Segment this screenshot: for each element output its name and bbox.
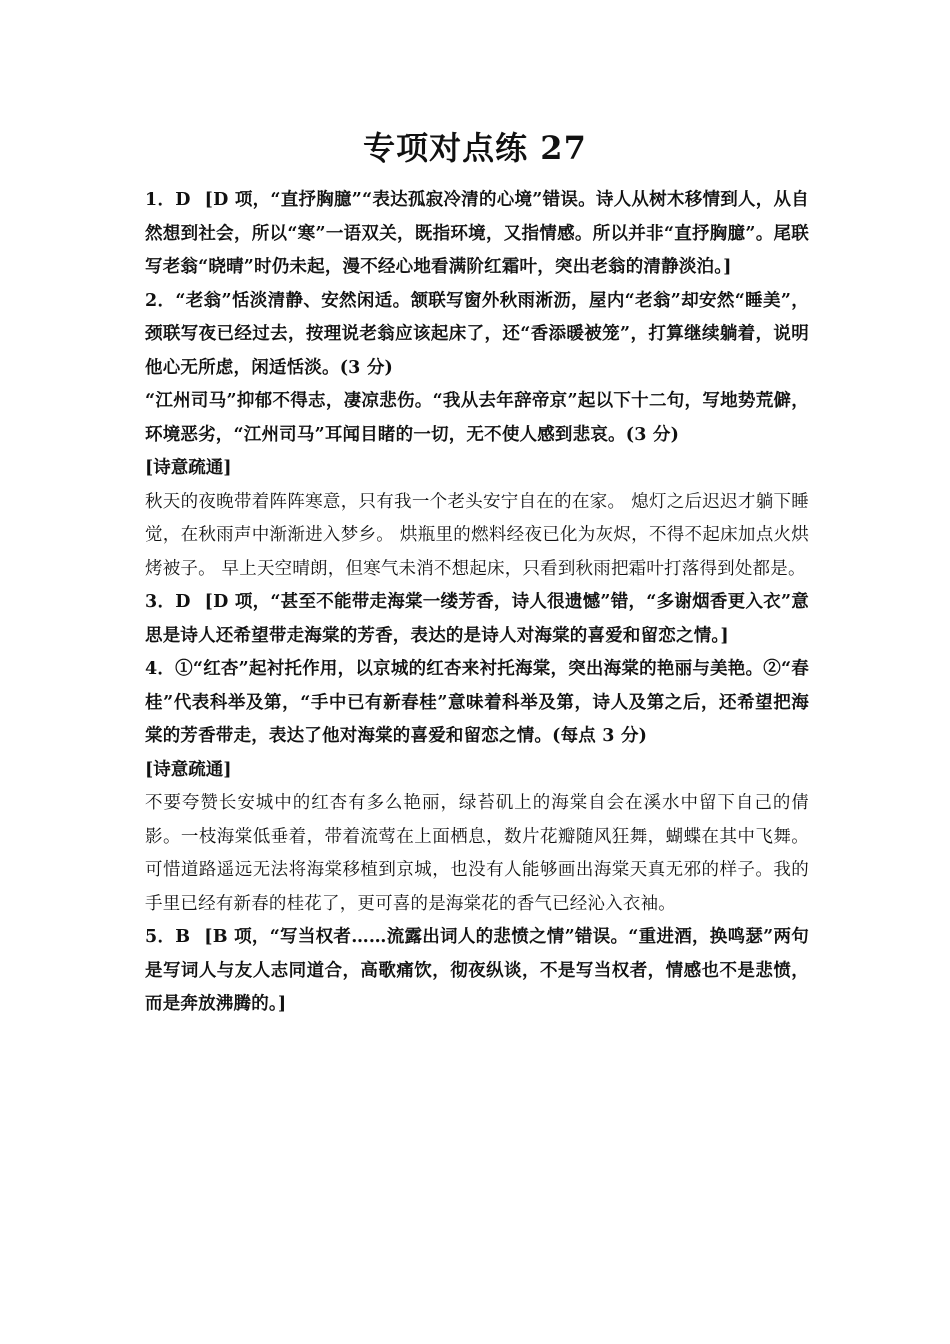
item-explanation: [B 项，“写当权者……流露出词人的悲愤之情”错误。“重进酒，换鸣瑟”两句是写词人与友人志同道合，高歌痛饮，彻夜纵谈，不是写当权者，情感也不是悲愤，而是奔放沸腾的。] — [145, 927, 810, 1014]
item-number: 3． — [145, 592, 176, 612]
page-title: 专项对点练 27 — [363, 129, 587, 167]
answer-item-2-part-b — [145, 385, 809, 452]
item-explanation: [D 项，“直抒胸臆”“表达孤寂冷清的心境”错误。诗人从树木移情到人，从自然想到社会，所以“寒”一语双关，既指环境，又指情感。所以并非“直抒胸臆”。尾联写老翁“晓晴”时仍未起，漫不经心地看满阶红霜叶，突出老翁的清静淡泊。] — [145, 190, 809, 277]
item-number: 1． — [145, 190, 176, 210]
answer-item-1 — [145, 184, 809, 285]
item-answer: D — [175, 592, 191, 612]
answer-content — [145, 184, 809, 1022]
item-number: 2． — [145, 290, 176, 311]
section-heading: [诗意疏通] — [145, 458, 232, 478]
item-explanation: “江州司马”抑郁不得志，凄凉悲伤。“我从去年辞帝京”起以下十二句，写地势荒僻，环境恶劣，“江州司马”耳闻目睹的一切，无不使人感到悲哀。(3 分) — [145, 391, 809, 445]
item-number: 5． — [145, 927, 176, 947]
item-explanation: [D 项，“甚至不能带走海棠一缕芳香，诗人很遗憾”错，“多谢烟香更入衣”意思是诗人还希望带走海棠的芳香，表达的是诗人对海棠的喜爱和留恋之情。] — [145, 592, 810, 646]
answer-item-3 — [145, 586, 809, 653]
item-explanation: ①“红杏”起衬托作用，以京城的红杏来衬托海棠，突出海棠的艳丽与美艳。②“春桂”代表科举及第，“手中已有新春桂”意味着科举及第，诗人及第之后，还希望把海棠的芳香带走，表达了他对海棠的喜爱和留恋之情。(每点 3 分) — [145, 659, 809, 746]
section-heading: [诗意疏通] — [145, 759, 232, 780]
poem-translation: 不要夸赞长安城中的红杏有多么艳丽，绿苔矶上的海棠自会在溪水中留下自己的倩影。一枝海棠低垂着，带着流莺在上面栖息，数片花瓣随风狂舞，蝴蝶在其中飞舞。可惜道路遥远无法将海棠移植到京城，也没有人能够画出海棠天真无邪的样子。我的手里已经有新春的桂花了，更可喜的是海棠花的香气已经沁入衣袖。 — [145, 793, 809, 914]
item-answer: B — [175, 927, 191, 947]
item-number: 4． — [145, 659, 176, 679]
answer-item-5 — [145, 921, 809, 1022]
poem-translation: 秋天的夜晚带着阵阵寒意，只有我一个老头安宁自在的在家。 熄灯之后迟迟才躺下睡觉，在秋雨声中渐渐进入梦乡。 烘瓶里的燃料经夜已化为灰烬，不得不起床加点火烘烤被子。 早上天空晴朗，但寒气未消不想起床，只看到秋雨把霜叶打落得到处都是。 — [145, 491, 809, 579]
answer-item-4 — [145, 653, 809, 754]
item-answer: D — [175, 190, 191, 210]
answer-item-2 — [145, 285, 809, 386]
item-explanation: “老翁”恬淡清静、安然闲适。颔联写窗外秋雨淅沥，屋内“老翁”却安然“睡美”，颈联写夜已经过去，按理说老翁应该起床了，还“香添暖被笼”，打算继续躺着，说明他心无所虑，闲适恬淡。(3 分) — [145, 290, 810, 378]
